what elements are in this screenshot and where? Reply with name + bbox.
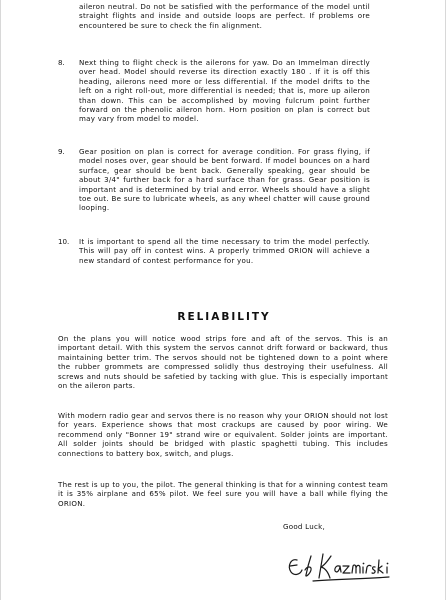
- step-10-text: It is important to spend all the time necessary to trim the model perfectly. This will pay off in contest wins. A properly trimmed ORION will achieve a new standard of contest performance for you.: [79, 237, 370, 265]
- section-heading-reliability: RELIABILITY: [177, 311, 271, 323]
- step-10-number: 10.: [58, 237, 70, 246]
- reliability-paragraph-3: The rest is up to you, the pilot. The general thinking is that for a winning contest team it is 35% airplane and 65% pilot. We feel sure you will have a ball while flying the ORION.: [58, 480, 388, 508]
- reliability-paragraph-2: With modern radio gear and servos there is no reason why your ORION should not lost for years. Experience shows that most crackups are caused by poor wiring. We recommend only "Bonner 19" strand wire or equivalent. Solder joints are important. All solder joints should be bridged with plastic spaghetti tubing. This includes connections to battery box, switch, and plugs.: [58, 411, 388, 458]
- closing-good-luck: Good Luck,: [283, 522, 326, 531]
- step-8-number: 8.: [58, 58, 65, 67]
- step-8-text: Next thing to flight check is the ailerons for yaw. Do an Immelman directly over head. Model should reverse its direction exactly 180 . If it is off this heading, ailerons need more or less differential. If the model drifts to the left on a right roll-out, more differential is needed; that is, more up aileron than down. This can be accomplished by moving fulcrum point further forward on the phenolic aileron horn. Horn position on plan is correct but may vary from model to model.: [79, 58, 370, 124]
- step-9-text: Gear position on plan is correct for average condition. For grass flying, if model noses over, gear should be bent forward. If model bounces on a hard surface, gear should be bent back. Generally speaking, gear should be about 3/4" further back for a hard surface than for grass. Gear position is important and is determined by trial and error. Wheels should have a slight toe out. Be sure to lubricate wheels, as any wheel chatter will cause ground looping.: [79, 147, 370, 213]
- intro-continuation: aileron neutral. Do not be satisfied with the performance of the model until straight flights and inside and outside loops are perfect. If problems ore encountered be sure to check the fin alignment.: [79, 2, 370, 30]
- signature-image: [283, 548, 393, 588]
- step-9-number: 9.: [58, 147, 65, 156]
- reliability-paragraph-1: On the plans you will notice wood strips fore and aft of the servos. This is an important detail. With this system the servos cannot drift forward or backward, thus maintaining better trim. The servos should not be tightened down to a point where the rubber grommets are compressed solidly thus destroying their usefulness. All screws and nuts should be safetied by tacking with glue. This is especially important on the aileron parts.: [58, 334, 388, 391]
